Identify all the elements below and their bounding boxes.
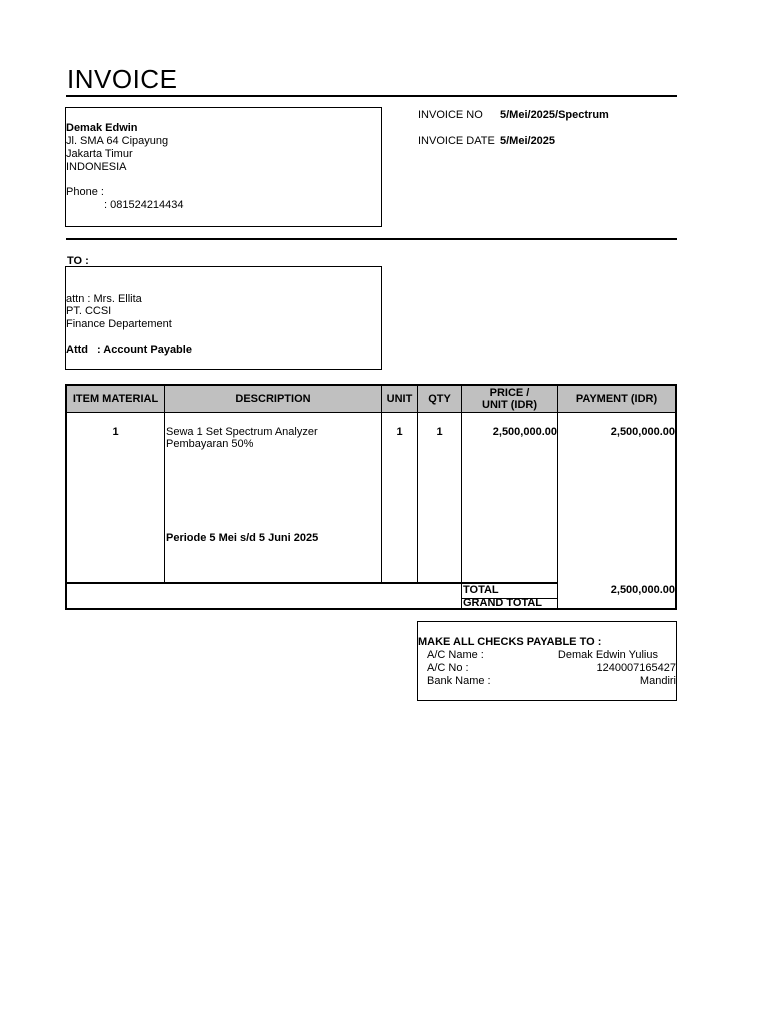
header-qty: QTY [428,393,451,405]
row-payment: 2,500,000.00 [610,426,675,438]
seller-box [65,107,382,227]
header-unit: UNIT [386,393,413,405]
seller-phone-label: Phone : [66,186,104,198]
recipient-department: Finance Departement [66,318,172,330]
recipient-attn: attn : Mrs. Ellita [66,293,142,305]
invoice-no-label: INVOICE NO [418,109,483,121]
invoice-date-label: INVOICE DATE [418,135,495,147]
to-label: TO : [67,255,89,267]
row-description-line: Sewa 1 Set Spectrum Analyzer [166,426,318,438]
column-divider [557,386,558,610]
column-divider [381,386,382,584]
invoice-title: INVOICE [67,64,178,94]
seller-address-line: INDONESIA [66,161,127,173]
header-price-unit: PRICE / UNIT (IDR) [482,387,537,411]
column-divider [417,386,418,584]
column-divider [164,386,165,584]
row-price: 2,500,000.00 [492,426,557,438]
header-description: DESCRIPTION [235,393,311,405]
payment-info-box [417,621,677,701]
section-divider [66,238,677,240]
grand-total-label: GRAND TOTAL [463,597,543,609]
ac-name-value: Demak Edwin Yulius [557,649,658,661]
header-payment: PAYMENT (IDR) [575,393,658,405]
total-value: 2,500,000.00 [610,584,675,596]
row-item: 1 [112,426,119,438]
seller-address-line: Jl. SMA 64 Cipayung [66,135,169,147]
seller-name: Demak Edwin [66,122,138,134]
invoice-date-value: 5/Mei/2025 [500,135,556,147]
ac-no-value: 1240007165427 [596,662,676,674]
seller-phone-value: : 081524214434 [104,199,184,211]
column-divider [461,386,462,610]
bank-name-value: Mandiri [639,675,676,687]
period-note: Periode 5 Mei s/d 5 Juni 2025 [166,532,319,544]
total-label: TOTAL [463,584,499,596]
header-item-material: ITEM MATERIAL [72,393,159,405]
attd-value: : Account Payable [97,344,192,356]
recipient-company: PT. CCSI [66,305,112,317]
row-description-line: Pembayaran 50% [166,438,254,450]
recipient-box [65,266,382,370]
row-unit: 1 [396,426,403,438]
items-table [65,384,677,610]
invoice-no-value: 5/Mei/2025/Spectrum [500,109,609,121]
payment-heading: MAKE ALL CHECKS PAYABLE TO : [418,636,602,648]
bank-name-label: Bank Name : [427,675,491,687]
attd-label: Attd [66,344,88,356]
ac-name-label: A/C Name : [427,649,484,661]
row-qty: 1 [436,426,443,438]
ac-no-label: A/C No : [427,662,469,674]
title-divider [66,95,677,97]
seller-address-line: Jakarta Timur [66,148,133,160]
